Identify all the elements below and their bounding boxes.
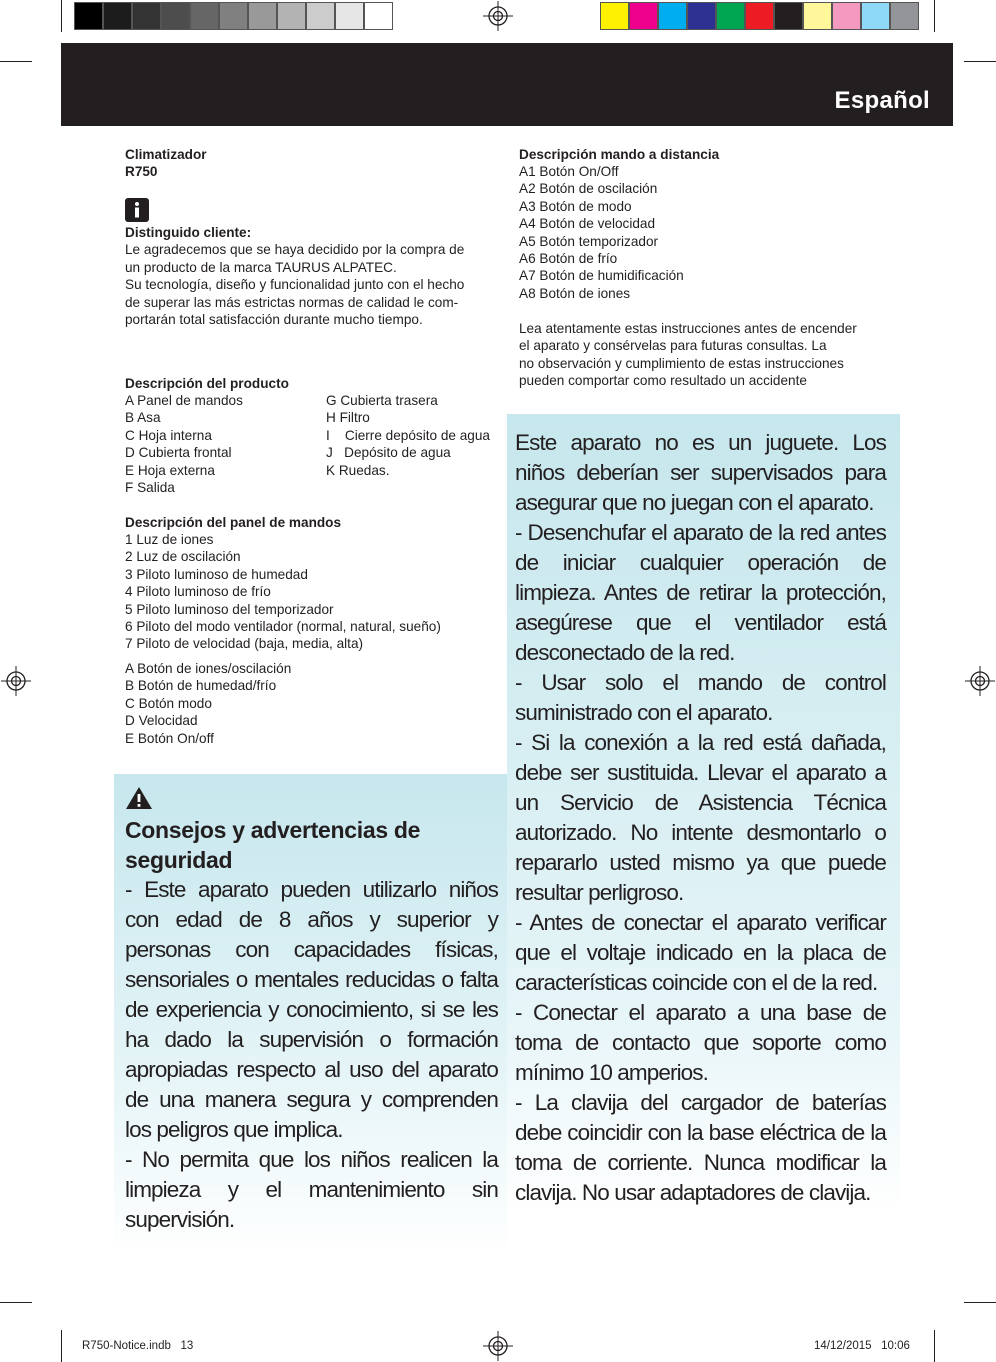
list-item: A1 Botón On/Off (519, 164, 619, 179)
color-swatch (658, 2, 687, 30)
list-item: F Salida (125, 480, 175, 496)
color-swatch (890, 2, 919, 30)
safety-paragraph: - No permita que los niños realicen la limpieza y el mantenimiento sin supervisión. (125, 1147, 498, 1232)
info-icon (125, 198, 149, 222)
safety-paragraph: - Este aparato pueden utilizarlo niños con edad de 8 años y superior y personas con capacidades físicas, sensoriales o mentales reducidas o falta de experiencia y conocimiento, si se les ha dado la supervisión o formación apropiadas respecto al uso del aparato de una manera segura y comprenden los peligros que implica. (125, 877, 498, 1142)
list-item: 3 Piloto luminoso de humedad (125, 566, 308, 582)
crop-mark (61, 0, 62, 32)
list-item: 2 Luz de oscilación (125, 549, 241, 565)
list-item: 4 Piloto luminoso de frío (125, 584, 271, 600)
safety-paragraph: - Conectar el aparato a una base de toma de contacto que soporte como mínimo 10 amperios. (515, 1000, 886, 1085)
gray-swatch (248, 2, 277, 30)
registration-mark-icon (483, 1331, 513, 1361)
list-item: C Botón modo (125, 695, 212, 711)
color-swatch (629, 2, 658, 30)
panel-buttons-list (125, 660, 291, 747)
list-item: A6 Botón de frío (519, 251, 618, 267)
crop-mark (0, 61, 32, 62)
note-line: pueden comportar como resultado un accidente (519, 373, 807, 389)
gray-swatch (219, 2, 248, 30)
crop-mark (964, 1302, 996, 1303)
remote-description-title: Descripción mando a distancia (519, 147, 720, 162)
list-item: K Ruedas. (326, 462, 390, 478)
list-item: E Botón On/off (125, 730, 214, 746)
footer-file-name: R750-Notice.indb 13 (82, 1340, 194, 1352)
crop-mark (934, 1330, 935, 1362)
gray-swatch (103, 2, 132, 30)
list-item: A7 Botón de humidificación (519, 268, 684, 284)
intro-line: un producto de la marca TAURUS ALPATEC. (125, 259, 397, 275)
gray-swatch (132, 2, 161, 30)
registration-mark-icon (965, 666, 995, 696)
color-swatch (861, 2, 890, 30)
safety-paragraph: - Si la conexión a la red está dañada, debe ser sustituida. Llevar el aparato a un Servicio de Asistencia Técnica autorizado. No intente desmontarlo o repararlo usted mismo ya que puede resultar perligroso. (515, 730, 886, 905)
list-item: A5 Botón temporizador (519, 233, 659, 249)
warning-icon (125, 786, 153, 810)
note-line: no observación y cumplimiento de estas instrucciones (519, 355, 844, 371)
list-item: 5 Piloto luminoso del temporizador (125, 601, 334, 617)
safety-left-text (125, 875, 498, 1235)
crop-mark (61, 1330, 62, 1362)
list-item: 1 Luz de iones (125, 532, 214, 547)
list-item: H Filtro (326, 410, 370, 426)
note-line: Lea atentamente estas instrucciones antes de encender (519, 321, 857, 336)
greeting: Distinguido cliente: (125, 225, 252, 240)
list-item: J Depósito de agua (326, 445, 451, 461)
safety-paragraph: - Desenchufar el aparato de la red antes de iniciar cualquier operación de limpieza. Antes de retirar la protección, asegúrese que el ventilador está desconectado de la red. (515, 520, 886, 665)
list-item: B Asa (125, 410, 161, 426)
gray-swatch (335, 2, 364, 30)
list-item: C Hoja interna (125, 427, 212, 443)
gray-swatch (277, 2, 306, 30)
registration-mark-icon (483, 1, 513, 31)
product-heading (125, 146, 207, 181)
list-item: A4 Botón de velocidad (519, 216, 656, 232)
list-item: B Botón de humedad/frío (125, 678, 277, 694)
intro-line: Le agradecemos que se haya decidido por la compra de (125, 242, 465, 258)
color-swatch (745, 2, 774, 30)
list-item: G Cubierta trasera (326, 393, 438, 408)
intro-line: Su tecnología, diseño y funcionalidad junto con el hecho (125, 277, 465, 293)
language-title: Español (834, 87, 930, 114)
note-line: el aparato y consérvelas para futuras consultas. La (519, 338, 827, 354)
panel-lights-list (125, 531, 441, 653)
gray-swatch (364, 2, 393, 30)
registration-mark-icon (1, 666, 31, 696)
product-description-title: Descripción del producto (125, 376, 289, 391)
product-model: R750 (125, 164, 158, 180)
list-item: A8 Botón de iones (519, 285, 631, 301)
crop-mark (964, 61, 996, 62)
header-bar (61, 43, 953, 126)
list-item: 7 Piloto de velocidad (baja, media, alta) (125, 636, 364, 652)
list-item: 6 Piloto del modo ventilador (normal, natural, sueño) (125, 619, 441, 635)
safety-paragraph: Este aparato no es un juguete. Los niños deberían ser supervisados para asegurar que no juegan con el aparato. (515, 430, 886, 515)
list-item: A2 Botón de oscilación (519, 181, 658, 197)
color-swatch (600, 2, 629, 30)
list-item: A3 Botón de modo (519, 198, 632, 214)
safety-paragraph: - Usar solo el mando de control suministrado con el aparato. (515, 670, 886, 725)
product-parts-list-a (125, 392, 243, 496)
read-instructions-note (519, 320, 857, 390)
safety-paragraph: - Antes de conectar el aparato verificar que el voltaje indicado en la placa de características coincide con el de la red. (515, 910, 886, 995)
intro-text (125, 224, 495, 328)
list-item: I Cierre depósito de agua (326, 427, 490, 443)
list-item: E Hoja externa (125, 462, 215, 478)
list-item: D Velocidad (125, 713, 198, 729)
gray-swatch (190, 2, 219, 30)
gray-swatch (74, 2, 103, 30)
list-item: A Botón de iones/oscilación (125, 661, 292, 676)
color-swatch (716, 2, 745, 30)
gray-swatch (306, 2, 335, 30)
remote-buttons-list (519, 163, 684, 302)
footer-datetime: 14/12/2015 10:06 (814, 1340, 910, 1352)
crop-mark (0, 1302, 32, 1303)
intro-line: portarán total satisfacción durante mucho tiempo. (125, 312, 423, 328)
color-swatch (774, 2, 803, 30)
safety-title: Consejos y advertencias de seguridad (125, 817, 421, 873)
gray-swatch (161, 2, 190, 30)
color-swatch (832, 2, 861, 30)
safety-paragraph: - La clavija del cargador de baterías debe coincidir con la base eléctrica de la toma de corriente. Nunca modificar la clavija. No usar adaptadores de clavija. (515, 1090, 886, 1205)
product-name: Climatizador (125, 147, 207, 162)
color-swatch (687, 2, 716, 30)
list-item: D Cubierta frontal (125, 445, 232, 461)
crop-mark (934, 0, 935, 32)
product-parts-list-b (326, 392, 490, 479)
panel-description-title: Descripción del panel de mandos (125, 515, 342, 530)
intro-line: de superar las más estrictas normas de calidad le com- (125, 294, 459, 310)
list-item: A Panel de mandos (125, 393, 243, 408)
safety-right-text (515, 428, 886, 1208)
color-swatch (803, 2, 832, 30)
